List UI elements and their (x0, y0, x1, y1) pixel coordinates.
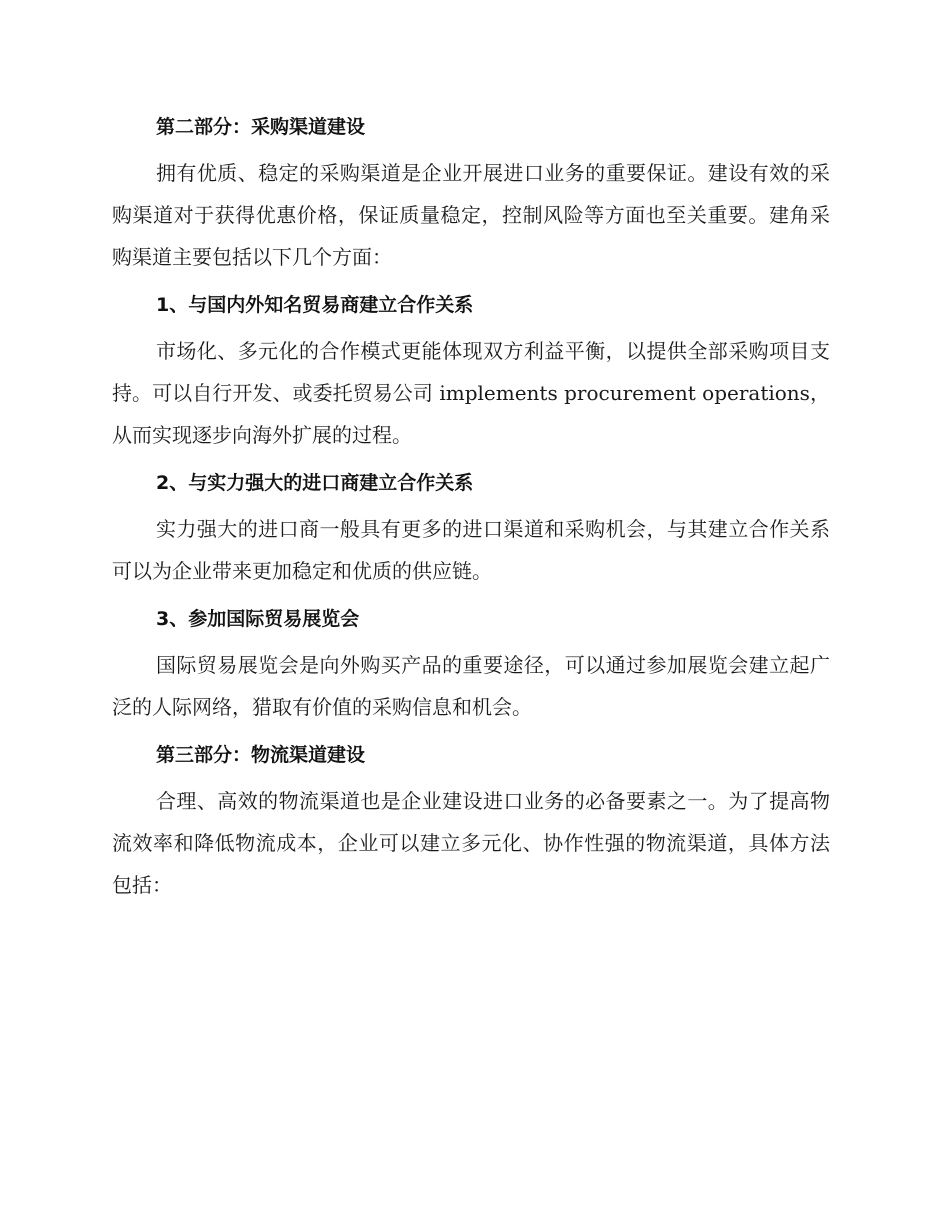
subheading-trader-partnership: 1、与国内外知名贸易商建立合作关系 (156, 294, 474, 316)
paragraph-procurement-intro: 拥有优质、稳定的采购渠道是企业开展进口业务的重要保证。建设有效的采购渠道对于获得优惠价格，保证质量稳定，控制风险等方面也至关重要。建角采购渠道主要包括以下几个方面： (112, 161, 830, 269)
section-heading-procurement-channels: 第二部分：采购渠道建设 (156, 116, 366, 138)
paragraph-trader-partnership: 市场化、多元化的合作模式更能体现双方利益平衡，以提供全部采购项目支持。可以自行开发、或委托贸易公司 implements procurement operations，从而实现逐步向海外扩展的过程。 (112, 339, 830, 447)
paragraph-trade-fairs: 国际贸易展览会是向外购买产品的重要途径，可以通过参加展览会建立起广泛的人际网络，猎取有价值的采购信息和机会。 (112, 653, 830, 719)
subheading-importer-partnership: 2、与实力强大的进口商建立合作关系 (156, 472, 474, 494)
paragraph-logistics-intro: 合理、高效的物流渠道也是企业建设进口业务的必备要素之一。为了提高物流效率和降低物流成本，企业可以建立多元化、协作性强的物流渠道，具体方法包括： (112, 789, 830, 897)
section-heading-logistics-channels: 第三部分：物流渠道建设 (156, 744, 366, 766)
document-body (112, 106, 830, 912)
subheading-trade-fairs: 3、参加国际贸易展览会 (156, 608, 360, 630)
paragraph-importer-partnership: 实力强大的进口商一般具有更多的进口渠道和采购机会，与其建立合作关系可以为企业带来更加稳定和优质的供应链。 (112, 517, 830, 583)
